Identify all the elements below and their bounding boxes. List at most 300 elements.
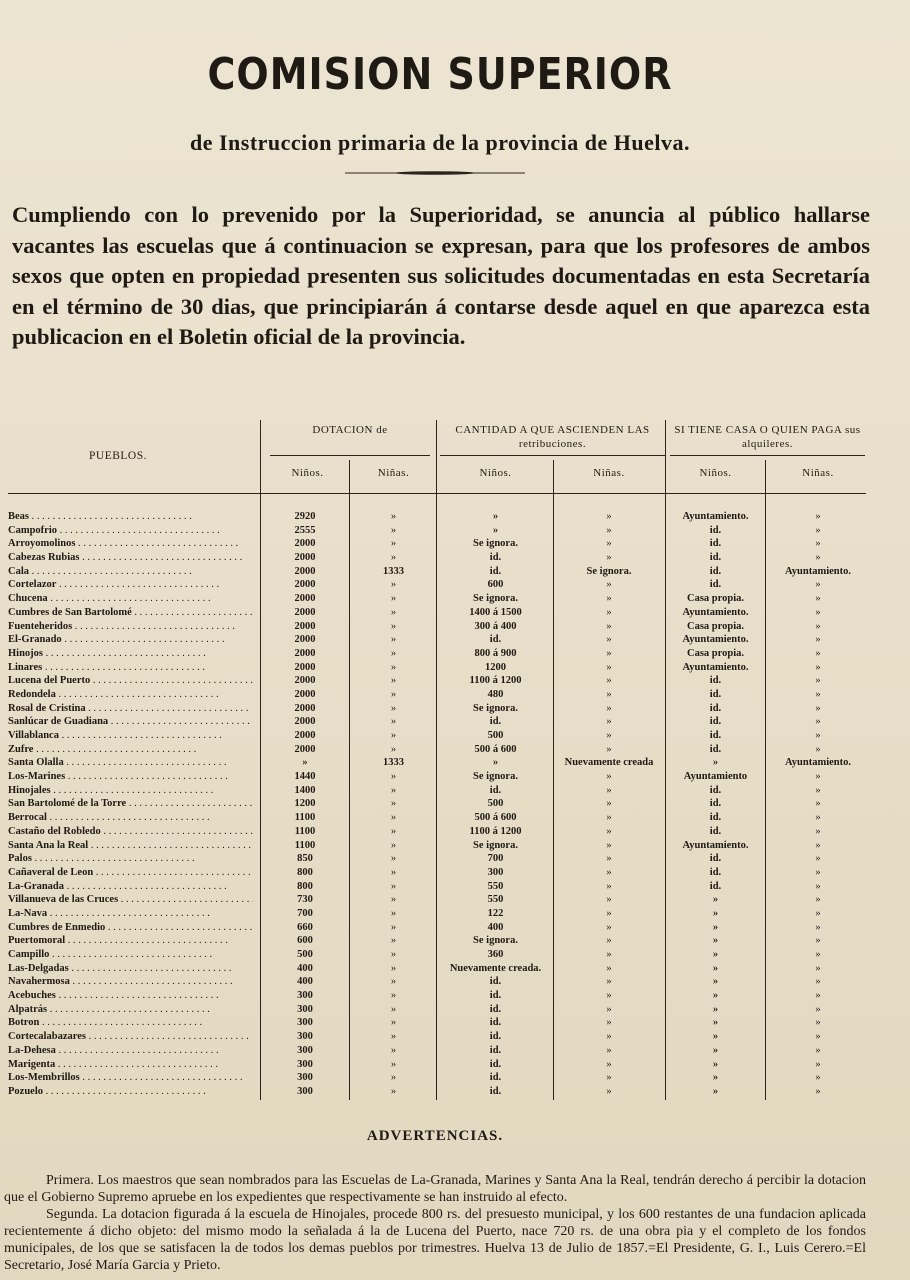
cell-casa-ninos: » [712,1072,719,1084]
cell-casa-ninas: » [815,606,821,618]
cell-casa-ninos: id. [709,579,722,591]
table-row [8,1085,868,1099]
cell-cantidad-ninos: 500 á 600 [474,743,517,755]
table-row [8,606,868,620]
cell-dotacion-ninas: » [390,921,397,933]
cell-dotacion-ninas: » [390,730,397,741]
cell-casa-ninas: » [815,511,821,522]
cell-cantidad-ninas: » [606,634,612,646]
cell-dotacion-ninas: » [390,907,397,919]
cell-cantidad-ninas: » [606,976,612,988]
cell-pueblo: Hinojos . . . [8,647,253,661]
cell-casa-ninas: » [815,716,821,728]
cell-pueblo: Villablanca . . . [8,729,253,743]
cell-dotacion-ninas: » [390,976,397,988]
cell-casa-ninos: » [712,1003,719,1015]
cell-dotacion-ninas: » [390,593,397,605]
cell-dotacion-ninas: » [390,949,397,960]
cell-cantidad-ninas: » [606,853,612,865]
table-row [8,784,868,798]
announcement-paragraph: Cumpliendo con lo prevenido por la Superioridad, se anuncia al público hallarse vacantes las escuelas que á continuacion se expresan, para que los profesores de ambos sexos que opten en propiedad presenten sus solicitudes documentadas en esta Secretaría en el término de 30 dias, que principiarán á contarse desde aquel en que aparezca esta publicacion en el Boletin oficial de la provincia. [12,202,870,349]
cell-casa-ninas: » [815,990,821,1002]
cell-cantidad-ninas: » [606,538,612,550]
table-row [8,524,868,538]
cell-casa-ninas: Ayuntamiento. [784,757,851,769]
cell-dotacion-ninas: » [390,743,397,755]
table-row [8,715,868,729]
rule-dotacion [270,455,430,456]
cell-cantidad-ninos: 500 [487,798,504,810]
cell-pueblo: Lucena del Puerto . . . [8,674,253,688]
cell-casa-ninas: » [815,784,821,796]
cell-cantidad-ninos: 500 á 600 [474,812,517,824]
cell-cantidad-ninos: 800 á 900 [474,647,517,659]
cell-casa-ninos: » [712,976,719,988]
cell-dotacion-ninas: » [390,990,397,1002]
cell-dotacion-ninos: 300 [297,1003,313,1015]
cell-casa-ninas: » [815,839,821,851]
cell-cantidad-ninas: » [606,593,612,605]
cell-dotacion-ninos: 300 [297,1058,313,1070]
cell-cantidad-ninos: 550 [487,880,504,892]
cell-casa-ninas: » [815,702,821,714]
cell-cantidad-ninas: » [606,894,612,906]
cell-casa-ninas: » [815,1058,821,1070]
cell-cantidad-ninas: » [606,1044,612,1056]
cell-casa-ninos: id. [709,812,722,824]
cell-dotacion-ninos: 2000 [294,647,316,659]
cell-casa-ninos: Ayuntamiento. [682,839,749,851]
cell-casa-ninos: » [712,907,719,919]
cell-cantidad-ninos: id. [489,1044,502,1056]
cell-cantidad-ninos: 600 [487,579,504,591]
cell-dotacion-ninas: » [390,1058,397,1070]
divider-ornament [345,170,525,176]
cell-dotacion-ninos: 2000 [294,702,316,714]
cell-casa-ninas: » [815,976,821,988]
cell-dotacion-ninos: 300 [297,990,313,1002]
cell-cantidad-ninas: » [606,716,612,728]
cell-pueblo: Palos . . . [8,852,253,866]
table-body [8,510,868,1099]
cell-cantidad-ninas: » [606,661,612,673]
header-cantidad: CANTIDAD A QUE ASCIENDEN LAS retribuciones. [455,424,650,450]
cell-pueblo: Cortelazor . . . [8,578,253,592]
cell-cantidad-ninos: id. [489,565,502,577]
cell-casa-ninos: Ayuntamiento [683,771,748,783]
header-casa: SI TIENE CASA O QUIEN PAGA sus alquileres. [674,424,861,450]
cell-cantidad-ninos: id. [489,784,502,796]
cell-cantidad-ninos: id. [489,1085,502,1097]
cell-cantidad-ninas: » [606,935,612,947]
cell-dotacion-ninos: 2000 [294,661,316,673]
subheader-casa-ninas: Niñas. [802,467,834,479]
cell-cantidad-ninas: » [606,524,612,536]
cell-casa-ninas: » [815,620,821,632]
cell-casa-ninos: id. [709,853,722,865]
table-row [8,811,868,825]
cell-cantidad-ninas: » [606,962,612,974]
table-row [8,1016,868,1030]
table-row [8,729,868,743]
table-row [8,975,868,989]
cell-dotacion-ninos: 2000 [294,730,316,741]
cell-dotacion-ninos: 300 [297,1044,313,1056]
cell-casa-ninos: » [712,949,719,960]
cell-pueblo: Campofrio . . . [8,524,253,538]
cell-pueblo: Santa Ana la Real . . . [8,839,253,853]
cell-cantidad-ninos: 1400 á 1500 [469,606,522,618]
cell-dotacion-ninos: 850 [297,853,313,865]
cell-casa-ninos: Casa propia. [687,620,744,632]
cell-casa-ninos: » [712,1085,719,1097]
document-title: COMISION SUPERIOR [207,48,673,100]
cell-casa-ninas: » [815,647,821,659]
table-row [8,702,868,716]
cell-dotacion-ninas: » [390,962,397,974]
cell-casa-ninos: » [712,1058,719,1070]
subheader-casa-ninos: Niños. [699,467,732,479]
cell-dotacion-ninos: 2555 [294,524,316,536]
cell-cantidad-ninos: » [492,511,499,522]
table-row [8,989,868,1003]
cell-cantidad-ninos: Se ignora. [473,935,518,947]
table-row [8,866,868,880]
cell-dotacion-ninos: 800 [297,866,313,878]
cell-casa-ninas: » [815,661,821,673]
cell-pueblo: Cala . . . [8,565,253,579]
cell-casa-ninos: » [712,962,719,974]
cell-cantidad-ninas: » [606,1072,612,1084]
cell-casa-ninas: » [815,1072,821,1084]
cell-cantidad-ninos: Se ignora. [473,702,518,714]
cell-dotacion-ninos: 800 [297,880,313,892]
cell-casa-ninos: id. [709,538,722,550]
cell-casa-ninos: id. [709,524,722,536]
cell-dotacion-ninos: 2000 [294,538,316,550]
cell-cantidad-ninas: » [606,798,612,810]
cell-cantidad-ninas: » [606,1085,612,1097]
cell-pueblo: Redondela . . . [8,688,253,702]
rule-header-bottom [8,493,866,494]
cell-casa-ninas: » [815,688,821,700]
table-row [8,674,868,688]
cell-cantidad-ninos: 400 [487,921,504,933]
cell-cantidad-ninas: » [606,1031,612,1043]
cell-cantidad-ninos: Se ignora. [473,593,518,605]
cell-casa-ninos: id. [709,866,722,878]
cell-cantidad-ninos: id. [489,716,502,728]
table-row [8,661,868,675]
cell-pueblo: Sanlúcar de Guadiana . . . [8,715,253,729]
cell-casa-ninas: » [815,538,821,550]
cell-pueblo: Marigenta . . . [8,1058,253,1072]
cell-pueblo: Campillo . . . [8,948,253,962]
table-row [8,1003,868,1017]
cell-casa-ninas: » [815,1017,821,1029]
cell-dotacion-ninas: » [390,552,397,564]
table-row [8,1058,868,1072]
cell-casa-ninas: » [815,524,821,536]
cell-dotacion-ninos: 1100 [294,812,316,824]
cell-cantidad-ninas: » [606,647,612,659]
table-row [8,934,868,948]
cell-dotacion-ninas: » [390,606,397,618]
cell-dotacion-ninos: 2000 [294,593,316,605]
cell-cantidad-ninos: Se ignora. [473,538,518,550]
cell-dotacion-ninas: » [390,1031,397,1043]
cell-dotacion-ninos: 2000 [294,688,316,700]
cell-pueblo: Cumbres de San Bartolomé . . . [8,606,253,620]
cell-casa-ninos: id. [709,565,722,577]
cell-dotacion-ninos: 2000 [294,552,316,564]
cell-casa-ninos: » [712,935,719,947]
cell-cantidad-ninos: 122 [487,907,504,919]
cell-casa-ninas: » [815,825,821,837]
table-row [8,839,868,853]
rule-cantidad [440,455,665,456]
cell-dotacion-ninas: » [390,771,397,783]
cell-cantidad-ninas: » [606,511,612,522]
cell-pueblo: Hinojales . . . [8,784,253,798]
cell-cantidad-ninos: id. [489,976,502,988]
cell-casa-ninos: » [712,1017,719,1029]
table-row [8,688,868,702]
cell-pueblo: Navahermosa . . . [8,975,253,989]
cell-cantidad-ninas: » [606,784,612,796]
cell-dotacion-ninas: » [390,935,397,947]
table-row [8,921,868,935]
cell-pueblo: Cumbres de Enmedio . . . [8,921,253,935]
cell-casa-ninas: » [815,798,821,810]
cell-pueblo: Cañaveral de Leon . . . [8,866,253,880]
cell-casa-ninas: » [815,880,821,892]
cell-cantidad-ninas: » [606,907,612,919]
cell-casa-ninos: » [712,1031,719,1043]
cell-pueblo: Las-Delgadas . . . [8,962,253,976]
cell-dotacion-ninos: 2000 [294,634,316,646]
cell-dotacion-ninas: » [390,702,397,714]
table-row [8,962,868,976]
cell-casa-ninos: Ayuntamiento. [682,606,749,618]
cell-cantidad-ninos: id. [489,634,502,646]
cell-casa-ninas: » [815,1085,821,1097]
cell-dotacion-ninas: » [390,1085,397,1097]
header-pueblos: PUEBLOS. [89,450,147,462]
cell-cantidad-ninas: » [606,825,612,837]
cell-cantidad-ninas: » [606,606,612,618]
table-row [8,770,868,784]
table-row [8,565,868,579]
cell-casa-ninos: » [712,921,719,933]
cell-cantidad-ninas: » [606,620,612,632]
cell-pueblo: Zufre . . . [8,743,253,757]
cell-cantidad-ninas: » [606,812,612,824]
table-row [8,743,868,757]
cell-dotacion-ninas: » [390,524,397,536]
cell-cantidad-ninas: » [606,552,612,564]
cell-cantidad-ninos: Nuevamente creada. [449,962,542,974]
cell-pueblo: Berrocal . . . [8,811,253,825]
cell-dotacion-ninas: » [390,634,397,646]
cell-cantidad-ninas: » [606,921,612,933]
cell-dotacion-ninas: » [390,1072,397,1084]
cell-casa-ninas: » [815,949,821,960]
cell-cantidad-ninas: » [606,1058,612,1070]
cell-cantidad-ninos: 300 [487,866,504,878]
cell-dotacion-ninos: 1400 [294,784,316,796]
cell-casa-ninas: » [815,812,821,824]
cell-dotacion-ninas: » [390,579,397,591]
cell-dotacion-ninos: 300 [297,1031,313,1043]
cell-dotacion-ninos: 2000 [294,675,316,687]
cell-casa-ninas: » [815,907,821,919]
cell-pueblo: Los-Membrillos . . . [8,1071,253,1085]
cell-dotacion-ninas: » [390,798,397,810]
cell-pueblo: Chucena . . . [8,592,253,606]
cell-dotacion-ninas: » [390,647,397,659]
cell-casa-ninas: » [815,675,821,687]
cell-pueblo: Beas . . . [8,510,253,524]
cell-casa-ninas: » [815,579,821,591]
table-row [8,633,868,647]
cell-casa-ninos: id. [709,702,722,714]
table-row [8,880,868,894]
cell-casa-ninas: » [815,730,821,741]
cell-pueblo: Pozuelo . . . [8,1085,253,1099]
cell-dotacion-ninas: » [390,1017,397,1029]
cell-cantidad-ninos: » [492,757,499,769]
cell-casa-ninos: id. [709,552,722,564]
cell-cantidad-ninos: id. [489,1017,502,1029]
cell-cantidad-ninos: 1200 [485,661,506,673]
subheader-cantidad-ninos: Niños. [479,467,512,479]
cell-pueblo: Botron . . . [8,1016,253,1030]
cell-casa-ninas: » [815,771,821,783]
table-row [8,1030,868,1044]
cell-casa-ninas: Ayuntamiento. [784,565,851,577]
cell-dotacion-ninas: » [390,866,397,878]
subheader-dotacion-ninos: Niños. [291,467,324,479]
cell-cantidad-ninos: id. [489,1003,502,1015]
cell-dotacion-ninos: 300 [297,1017,313,1029]
cell-dotacion-ninos: 660 [297,921,313,933]
cell-casa-ninas: » [815,1003,821,1015]
table-row [8,1071,868,1085]
cell-dotacion-ninos: 600 [297,935,313,947]
cell-pueblo: Rosal de Cristina . . . [8,702,253,716]
cell-dotacion-ninas: » [390,784,397,796]
cell-cantidad-ninas: Nuevamente creada [564,757,654,769]
cell-cantidad-ninas: » [606,1003,612,1015]
cell-casa-ninos: id. [709,716,722,728]
cell-cantidad-ninas: » [606,688,612,700]
cell-cantidad-ninos: id. [489,1072,502,1084]
cell-cantidad-ninas: » [606,743,612,755]
cell-dotacion-ninas: » [390,675,397,687]
cell-pueblo: Los-Marines . . . [8,770,253,784]
cell-pueblo: Villanueva de las Cruces . . . [8,893,253,907]
cell-casa-ninas: » [815,921,821,933]
cell-dotacion-ninos: 300 [297,1085,313,1097]
cell-pueblo: Fuenteheridos . . . [8,620,253,634]
cell-cantidad-ninos: id. [489,552,502,564]
cell-cantidad-ninas: » [606,579,612,591]
cell-casa-ninas: » [815,593,821,605]
cell-dotacion-ninas: » [390,538,397,550]
cell-casa-ninos: » [712,894,719,906]
cell-dotacion-ninos: 1100 [294,825,316,837]
cell-cantidad-ninas: » [606,880,612,892]
cell-cantidad-ninos: id. [489,1031,502,1043]
cell-cantidad-ninos: 480 [487,688,504,700]
cell-cantidad-ninas: » [606,949,612,960]
cell-dotacion-ninas: 1333 [383,565,404,577]
table-row [8,537,868,551]
table-row [8,578,868,592]
cell-cantidad-ninos: » [492,524,499,536]
cell-pueblo: Arroyomolinos . . . [8,537,253,551]
subheader-dotacion-ninas: Niñas. [377,467,410,479]
cell-dotacion-ninas: » [390,839,397,851]
document-subtitle: de Instruccion primaria de la provincia de Huelva. [189,130,691,155]
cell-casa-ninos: id. [709,688,722,700]
cell-pueblo: Cabezas Rubias . . . [8,551,253,565]
table-row [8,825,868,839]
cell-dotacion-ninas: » [390,812,397,824]
cell-dotacion-ninas: » [390,1003,397,1015]
cell-casa-ninos: » [712,757,719,769]
cell-pueblo: La-Granada . . . [8,880,253,894]
table-row [8,907,868,921]
cell-cantidad-ninos: 300 á 400 [474,620,517,632]
cell-casa-ninas: » [815,853,821,865]
header-dotacion: DOTACION de [312,424,388,436]
table-row [8,948,868,962]
cell-cantidad-ninas: » [606,990,612,1002]
cell-casa-ninos: id. [709,825,722,837]
cell-casa-ninas: » [815,552,821,564]
cell-pueblo: Santa Olalla . . . [8,756,253,770]
cell-casa-ninas: » [815,634,821,646]
cell-cantidad-ninos: 700 [487,853,504,865]
cell-dotacion-ninas: » [390,716,397,728]
cell-dotacion-ninas: 1333 [383,757,404,769]
cell-dotacion-ninas: » [390,620,397,632]
table-row [8,510,868,524]
cell-cantidad-ninos: id. [489,1058,502,1070]
cell-casa-ninas: » [815,743,821,755]
cell-dotacion-ninos: 700 [297,907,313,919]
cell-casa-ninas: » [815,1031,821,1043]
table-row [8,647,868,661]
cell-cantidad-ninas: » [606,866,612,878]
cell-dotacion-ninos: » [302,757,308,769]
cell-dotacion-ninos: 2000 [294,743,316,755]
cell-cantidad-ninas: » [606,702,612,714]
cell-casa-ninas: » [815,894,821,906]
cell-dotacion-ninos: 1200 [294,798,316,810]
cell-casa-ninos: id. [709,743,722,755]
cell-dotacion-ninos: 300 [297,1072,313,1084]
table-row [8,852,868,866]
cell-casa-ninos: Casa propia. [687,647,744,659]
cell-dotacion-ninas: » [390,825,397,837]
cell-dotacion-ninos: 2000 [294,620,316,632]
cell-dotacion-ninos: 2000 [294,579,316,591]
note-segunda: Segunda. La dotacion figurada á la escuela de Hinojales, procede 800 rs. del presuesto municipal, y los 600 restantes de una fundacion aplicada recientemente á dicho objeto: del mismo modo la señalada á la de Lucena del Puerto, nace 720 rs. de una obra pia y el completo de los fondos municipales, de los que se satisfacen la de todos los demas pueblos por trimestres. Huelva 13 de Julio de 1857.=El Presidente, G. I., Luis Cerero.=El Secretario, José María Garcia y Prieto. [4,1207,866,1273]
table-row [8,797,868,811]
